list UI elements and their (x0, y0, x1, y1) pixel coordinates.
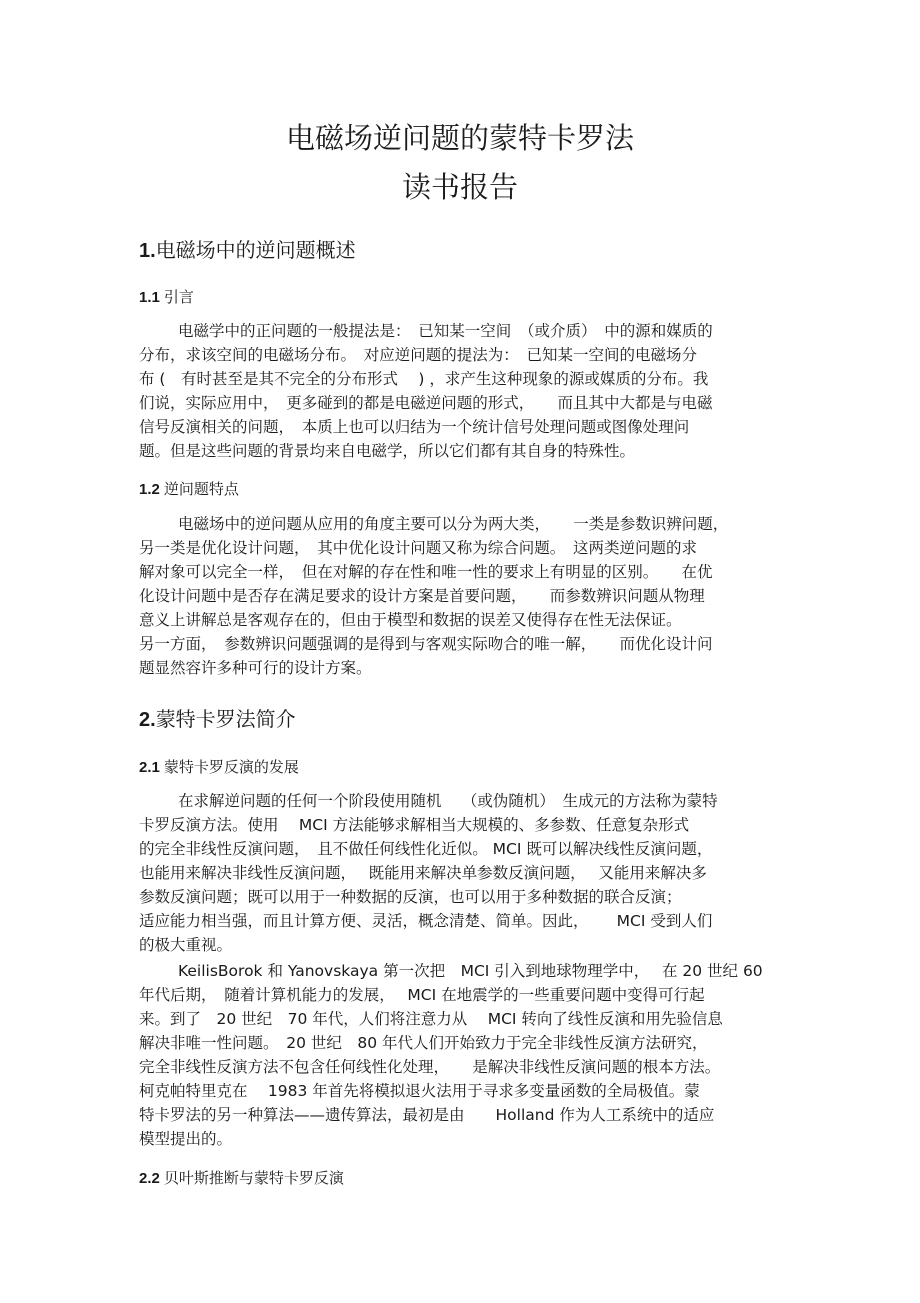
paragraph-line: 完全非线性反演方法不包含任何线性化处理， 是解决非线性反演问题的根本方法。 (139, 1058, 721, 1076)
section-title: 电磁场中的逆问题概述 (155, 238, 356, 262)
paragraph-line: 模型提出的。 (139, 1130, 233, 1148)
paragraph-line: 另一方面， 参数辨识问题强调的是得到与客观实际吻合的唯一解， 而优化设计问 (139, 635, 713, 653)
paragraph-line: 柯克帕特里克在 1983 年首先将模拟退火法用于寻求多变量函数的全局极值。蒙 (139, 1082, 700, 1100)
subsection-number: 2.2 (139, 1170, 160, 1187)
paragraph-line: 在求解逆问题的任何一个阶段使用随机 （或伪随机） 生成元的方法称为蒙特 (178, 792, 718, 810)
paragraph-line: 电磁场中的逆问题从应用的角度主要可以分为两大类， 一类是参数识辨问题， (178, 515, 729, 533)
section-2-heading (139, 706, 296, 733)
paragraph-line: 意义上讲解总是客观存在的，但由于模型和数据的误差又使得存在性无法保证。 (139, 611, 682, 629)
subsection-1-1-heading (139, 286, 194, 309)
subsection-number: 1.2 (139, 481, 160, 498)
section-number: 2. (139, 709, 156, 731)
paragraph-line: 适应能力相当强，而且计算方便、灵活，概念清楚、简单。因此， MCI 受到人们 (139, 912, 713, 930)
subsection-1-2-heading (139, 478, 239, 501)
paragraph-line: 解对象可以完全一样， 但在对解的存在性和唯一性的要求上有明显的区别。 在优 (139, 563, 713, 581)
paragraph-line: 另一类是优化设计问题， 其中优化设计问题又称为综合问题。 这两类逆问题的求 (139, 539, 698, 557)
subsection-number: 1.1 (139, 289, 160, 306)
paragraph-line: 们说，实际应用中， 更多碰到的都是电磁逆问题的形式， 而且其中大都是与电磁 (139, 394, 713, 412)
paragraph-line: 来。到了 20 世纪 70 年代，人们将注意力从 MCI 转向了线性反演和用先验信息 (139, 1010, 723, 1028)
subsection-2-1-heading (139, 756, 299, 779)
paragraph-line: 信号反演相关的问题， 本质上也可以归结为一个统计信号处理问题或图像处理问 (139, 418, 690, 436)
paragraph-line: 卡罗反演方法。使用 MCI 方法能够求解相当大规模的、多参数、任意复杂形式 (139, 816, 690, 834)
paragraph-line: 特卡罗法的另一种算法——遗传算法，最初是由 Holland 作为人工系统中的适应 (139, 1106, 715, 1124)
paragraph-line: 解决非唯一性问题。 20 世纪 80 年代人们开始致力于完全非线性反演方法研究， (139, 1034, 708, 1052)
paragraph-line: 年代后期， 随着计算机能力的发展， MCI 在地震学的一些重要问题中变得可行起 (139, 986, 705, 1004)
paragraph-line: 的完全非线性反演问题， 且不做任何线性化近似。 MCI 既可以解决线性反演问题， (139, 840, 713, 858)
doc-title-line1: 电磁场逆问题的蒙特卡罗法 (285, 121, 634, 155)
subsection-title: 蒙特卡罗反演的发展 (163, 758, 299, 776)
paragraph-line: 布 ( 有时甚至是其不完全的分布形式 ) ，求产生这种现象的源或媒质的分布。我 (139, 370, 709, 388)
section-number: 1. (139, 240, 156, 262)
subsection-number: 2.1 (139, 759, 160, 776)
subsection-title: 逆问题特点 (163, 480, 239, 498)
section-1-heading (139, 237, 356, 264)
paragraph-line: 题显然容许多种可行的设计方案。 (139, 659, 372, 677)
subsection-2-2-heading (139, 1167, 344, 1190)
paragraph-line: 电磁学中的正问题的一般提法是： 已知某一空间 （或介质） 中的源和媒质的 (178, 322, 713, 340)
paragraph-line: 的极大重视。 (139, 936, 233, 954)
paragraph-line: 题。但是这些问题的背景均来自电磁学，所以它们都有其自身的特殊性。 (139, 442, 636, 460)
paragraph-line: 化设计问题中是否存在满足要求的设计方案是首要问题， 而参数辨识问题从物理 (139, 587, 705, 605)
paragraph-line: 也能用来解决非线性反演问题， 既能用来解决单参数反演问题， 又能用来解决多 (139, 864, 707, 882)
paragraph-line: 参数反演问题；既可以用于一种数据的反演，也可以用于多种数据的联合反演； (139, 888, 682, 906)
doc-title-line2: 读书报告 (401, 170, 518, 204)
paragraph-line: 分布，求该空间的电磁场分布。 对应逆问题的提法为： 已知某一空间的电磁场分 (139, 346, 698, 364)
subsection-title: 引言 (163, 288, 194, 306)
section-title: 蒙特卡罗法简介 (155, 707, 296, 731)
subsection-title: 贝叶斯推断与蒙特卡罗反演 (163, 1169, 344, 1187)
paragraph-line: KeilisBorok 和 Yanovskaya 第一次把 MCI 引入到地球物理学中， 在 20 世纪 60 (178, 962, 763, 980)
